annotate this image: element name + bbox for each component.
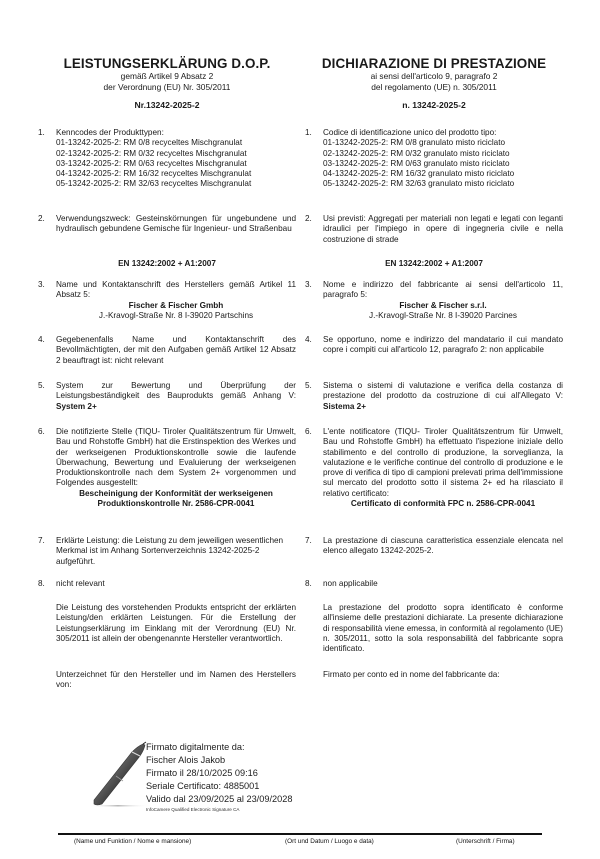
item-number: 8. bbox=[38, 579, 45, 588]
item-text: L'ente notificatore (TIQU- Tiroler Qualitätszentrum für Umwelt, Bau und Rohstoffe GmbH) ha effettuato l'ispezione iniziale dello stabilimento e del controllo di produzione, la sorveglianza, la valutazione e le verifiche continue del controllo di produzione e le prove di verifica di tipo di campioni prelevati prima dell'immissione sul mercato del prodotto sotto il sistema 2+ ed ha rilasciato il relativo certificato: bbox=[323, 427, 563, 498]
signature-timestamp: Firmato il 28/10/2025 09:16 bbox=[146, 768, 258, 778]
product-code: 01-13242-2025-2: RM 0/8 recyceltes Mischgranulat bbox=[56, 138, 243, 148]
certificate-line-2: Produktionskontrolle Nr. 2586-CPR-0041 bbox=[97, 499, 255, 509]
german-subtitle-1: gemäß Artikel 9 Absatz 2 bbox=[120, 71, 214, 81]
german-subtitle-2: der Verordnung (EU) Nr. 305/2011 bbox=[103, 81, 231, 92]
item-heading: Codice di identificazione unico del prodotto tipo: bbox=[323, 128, 497, 137]
italian-subtitle-1: ai sensi dell'articolo 9, paragrafo 2 bbox=[370, 71, 498, 81]
manufacturer-name: Fischer & Fischer s.r.l. bbox=[399, 300, 487, 310]
item-number: 5. bbox=[305, 381, 312, 390]
german-item-5 bbox=[38, 381, 296, 412]
item-number: 4. bbox=[305, 335, 312, 344]
german-title: LEISTUNGSERKLÄRUNG D.O.P. bbox=[63, 56, 271, 71]
item-number: 1. bbox=[38, 128, 45, 137]
item-text: Verwendungszweck: Gesteinskörnungen für ungebundene und hydraulisch gebundene Gemische für Ingenieur- und Straßenbau bbox=[56, 214, 296, 234]
system-value: Sistema 2+ bbox=[323, 401, 367, 411]
certificate-validity: Valido dal 23/09/2025 al 23/09/2028 bbox=[146, 794, 293, 804]
product-code: 02-13242-2025-2: RM 0/32 recyceltes Mischgranulat bbox=[56, 148, 247, 158]
certificate-serial: Seriale Certificato: 4885001 bbox=[146, 781, 260, 791]
item-text: Sistema o sistemi di valutazione e verifica della costanza di prestazione del prodotto da costruzione di cui all'Allegato V: bbox=[323, 381, 563, 401]
item-text: Erklärte Leistung: die Leistung zu dem jeweiligen wesentlichen Merkmal ist im Anhang Sortenverzeichnis 13242-2025-2 aufgeführt. bbox=[56, 536, 284, 566]
italian-title: DICHIARAZIONE DI PRESTAZIONE bbox=[321, 56, 547, 71]
digital-signature-stamp bbox=[88, 738, 348, 820]
name-function-label: (Name und Funktion / Nome e mansione) bbox=[74, 838, 192, 845]
item-text: La prestazione di ciascuna caratteristica essenziale elencata nel elenco allegato 13242-2025-2. bbox=[323, 536, 563, 556]
certificate-line-1: Bescheinigung der Konformität der werkseigenen bbox=[79, 488, 273, 498]
italian-item-2 bbox=[305, 214, 563, 245]
german-signed-by: Unterzeichnet für den Hersteller und im Namen des Herstellers von: bbox=[56, 670, 296, 690]
item-text: Gegebenenfalls Name und Kontaktanschrift des Bevollmächtigten, der mit den Aufgaben gemäß Artikel 12 Absatz 2 beauftragt ist: nicht relevant bbox=[56, 335, 296, 365]
pen-icon bbox=[88, 738, 150, 808]
product-code: 05-13242-2025-2: RM 32/63 recyceltes Mischgranulat bbox=[56, 179, 252, 189]
german-item-2 bbox=[38, 214, 296, 235]
place-date-label: (Ort und Datum / Luogo e data) bbox=[285, 838, 374, 845]
item-heading: Kenncodes der Produkttypen: bbox=[56, 128, 164, 137]
italian-item-3 bbox=[305, 280, 563, 321]
german-item-8 bbox=[38, 579, 296, 589]
product-code: 02-13242-2025-2: RM 0/32 granulato misto riciclato bbox=[323, 148, 510, 158]
item-text: Nome e indirizzo del fabbricante ai sensi dell'articolo 11, paragrafo 5: bbox=[323, 280, 563, 300]
item-number: 1. bbox=[305, 128, 312, 137]
italian-doc-number: n. 13242-2025-2 bbox=[402, 100, 466, 110]
product-code: 01-13242-2025-2: RM 0/8 granulato misto riciclato bbox=[323, 138, 506, 148]
signer-name: Fischer Alois Jakob bbox=[146, 755, 226, 765]
certificate-authority: InfoCamere Qualified Electronic Signature CA bbox=[146, 807, 240, 812]
italian-item-6 bbox=[305, 427, 563, 509]
italian-conformity-statement: La prestazione del prodotto sopra identificato è conforme all'insieme delle prestazioni dichiarate. La presente dichiarazione di responsabilità viene emessa, in conformità al regolamento (UE) n. 305/2011, sotto la sola responsabilità del fabbricante sopra identificato. bbox=[323, 603, 563, 654]
item-number: 5. bbox=[38, 381, 45, 390]
german-item-1 bbox=[38, 128, 296, 190]
german-norm: EN 13242:2002 + A1:2007 bbox=[118, 259, 216, 268]
product-code: 05-13242-2025-2: RM 32/63 granulato misto riciclato bbox=[323, 179, 515, 189]
item-number: 6. bbox=[305, 427, 312, 436]
product-code: 03-13242-2025-2: RM 0/63 recyceltes Mischgranulat bbox=[56, 158, 247, 168]
italian-item-7 bbox=[305, 536, 563, 557]
italian-item-5 bbox=[305, 381, 563, 412]
product-code: 04-13242-2025-2: RM 16/32 granulato misto riciclato bbox=[323, 169, 515, 179]
item-text: non applicabile bbox=[323, 579, 378, 588]
item-number: 8. bbox=[305, 579, 312, 588]
manufacturer-name: Fischer & Fischer Gmbh bbox=[128, 300, 224, 310]
signature-line-1: Firmato digitalmente da: bbox=[146, 742, 245, 752]
item-number: 3. bbox=[305, 280, 312, 289]
item-number: 7. bbox=[305, 536, 312, 545]
german-column bbox=[38, 56, 296, 690]
item-text: Die notifizierte Stelle (TIQU- Tiroler Qualitätszentrum für Umwelt, Bau und Rohstoffe GmbH) hat die Erstinspektion des Werkes und der werkseigenen Produktionskontrolle sowie die laufende Überwachung, Bewertung und Evaluierung der werkseigenen Produktionskontrolle nach dem System 2+ vorgenommen und Folgendes ausgestellt: bbox=[56, 427, 296, 488]
italian-item-8 bbox=[305, 579, 563, 589]
product-code: 04-13242-2025-2: RM 16/32 recyceltes Mischgranulat bbox=[56, 169, 252, 179]
system-value: System 2+ bbox=[56, 401, 97, 411]
italian-item-4 bbox=[305, 335, 563, 356]
item-number: 7. bbox=[38, 536, 45, 545]
german-conformity-statement: Die Leistung des vorstehenden Produkts entspricht der erklärten Leistung/den erklärten Leistungen. Für die Erstellung der Leistungserklärung im Einklang mit der Verordnung (EU) Nr. 305/2011 ist allein der obengenannte Hersteller verantwortlich. bbox=[56, 603, 296, 643]
certificate-line-1: Certificato di conformità FPC n. 2586-CPR-0041 bbox=[350, 499, 536, 509]
german-item-7 bbox=[38, 536, 296, 567]
signature-details bbox=[146, 741, 292, 814]
manufacturer-address: J.-Kravogl-Straße Nr. 8 I-39020 Parcines bbox=[369, 310, 517, 320]
german-item-6 bbox=[38, 427, 296, 509]
item-number: 4. bbox=[38, 335, 45, 344]
signature-line-divider bbox=[58, 833, 542, 835]
item-number: 2. bbox=[305, 214, 312, 223]
italian-column bbox=[305, 56, 563, 679]
item-text: Name und Kontaktanschrift des Herstellers gemäß Artikel 11 Absatz 5: bbox=[56, 280, 296, 300]
italian-signed-by: Firmato per conto ed in nome del fabbricante da: bbox=[323, 670, 500, 679]
item-number: 3. bbox=[38, 280, 45, 289]
german-item-3 bbox=[38, 280, 296, 321]
german-item-4 bbox=[38, 335, 296, 366]
item-number: 2. bbox=[38, 214, 45, 223]
item-text: nicht relevant bbox=[56, 579, 105, 588]
italian-norm: EN 13242:2002 + A1:2007 bbox=[385, 259, 483, 268]
item-number: 6. bbox=[38, 427, 45, 436]
item-text: Usi previsti: Aggregati per materiali non legati e legati con leganti idraulici per l'impiego in opere di ingegneria civile e nella costruzione di strade bbox=[323, 214, 563, 244]
item-text: System zur Bewertung und Überprüfung der Leistungsbeständigkeit des Bauprodukts gemäß Anhang V: bbox=[56, 381, 296, 401]
italian-item-1 bbox=[305, 128, 563, 190]
product-code: 03-13242-2025-2: RM 0/63 granulato misto riciclato bbox=[323, 158, 510, 168]
signature-label: (Unterschrift / Firma) bbox=[456, 838, 515, 845]
german-doc-number: Nr.13242-2025-2 bbox=[134, 100, 200, 110]
italian-subtitle-2: del regolamento (UE) n. 305/2011 bbox=[371, 81, 497, 92]
item-text: Se opportuno, nome e indirizzo del mandatario il cui mandato copre i compiti cui all'articolo 12, paragrafo 2: non applicabile bbox=[323, 335, 563, 355]
manufacturer-address: J.-Kravogl-Straße Nr. 8 I-39020 Partschins bbox=[98, 310, 254, 320]
